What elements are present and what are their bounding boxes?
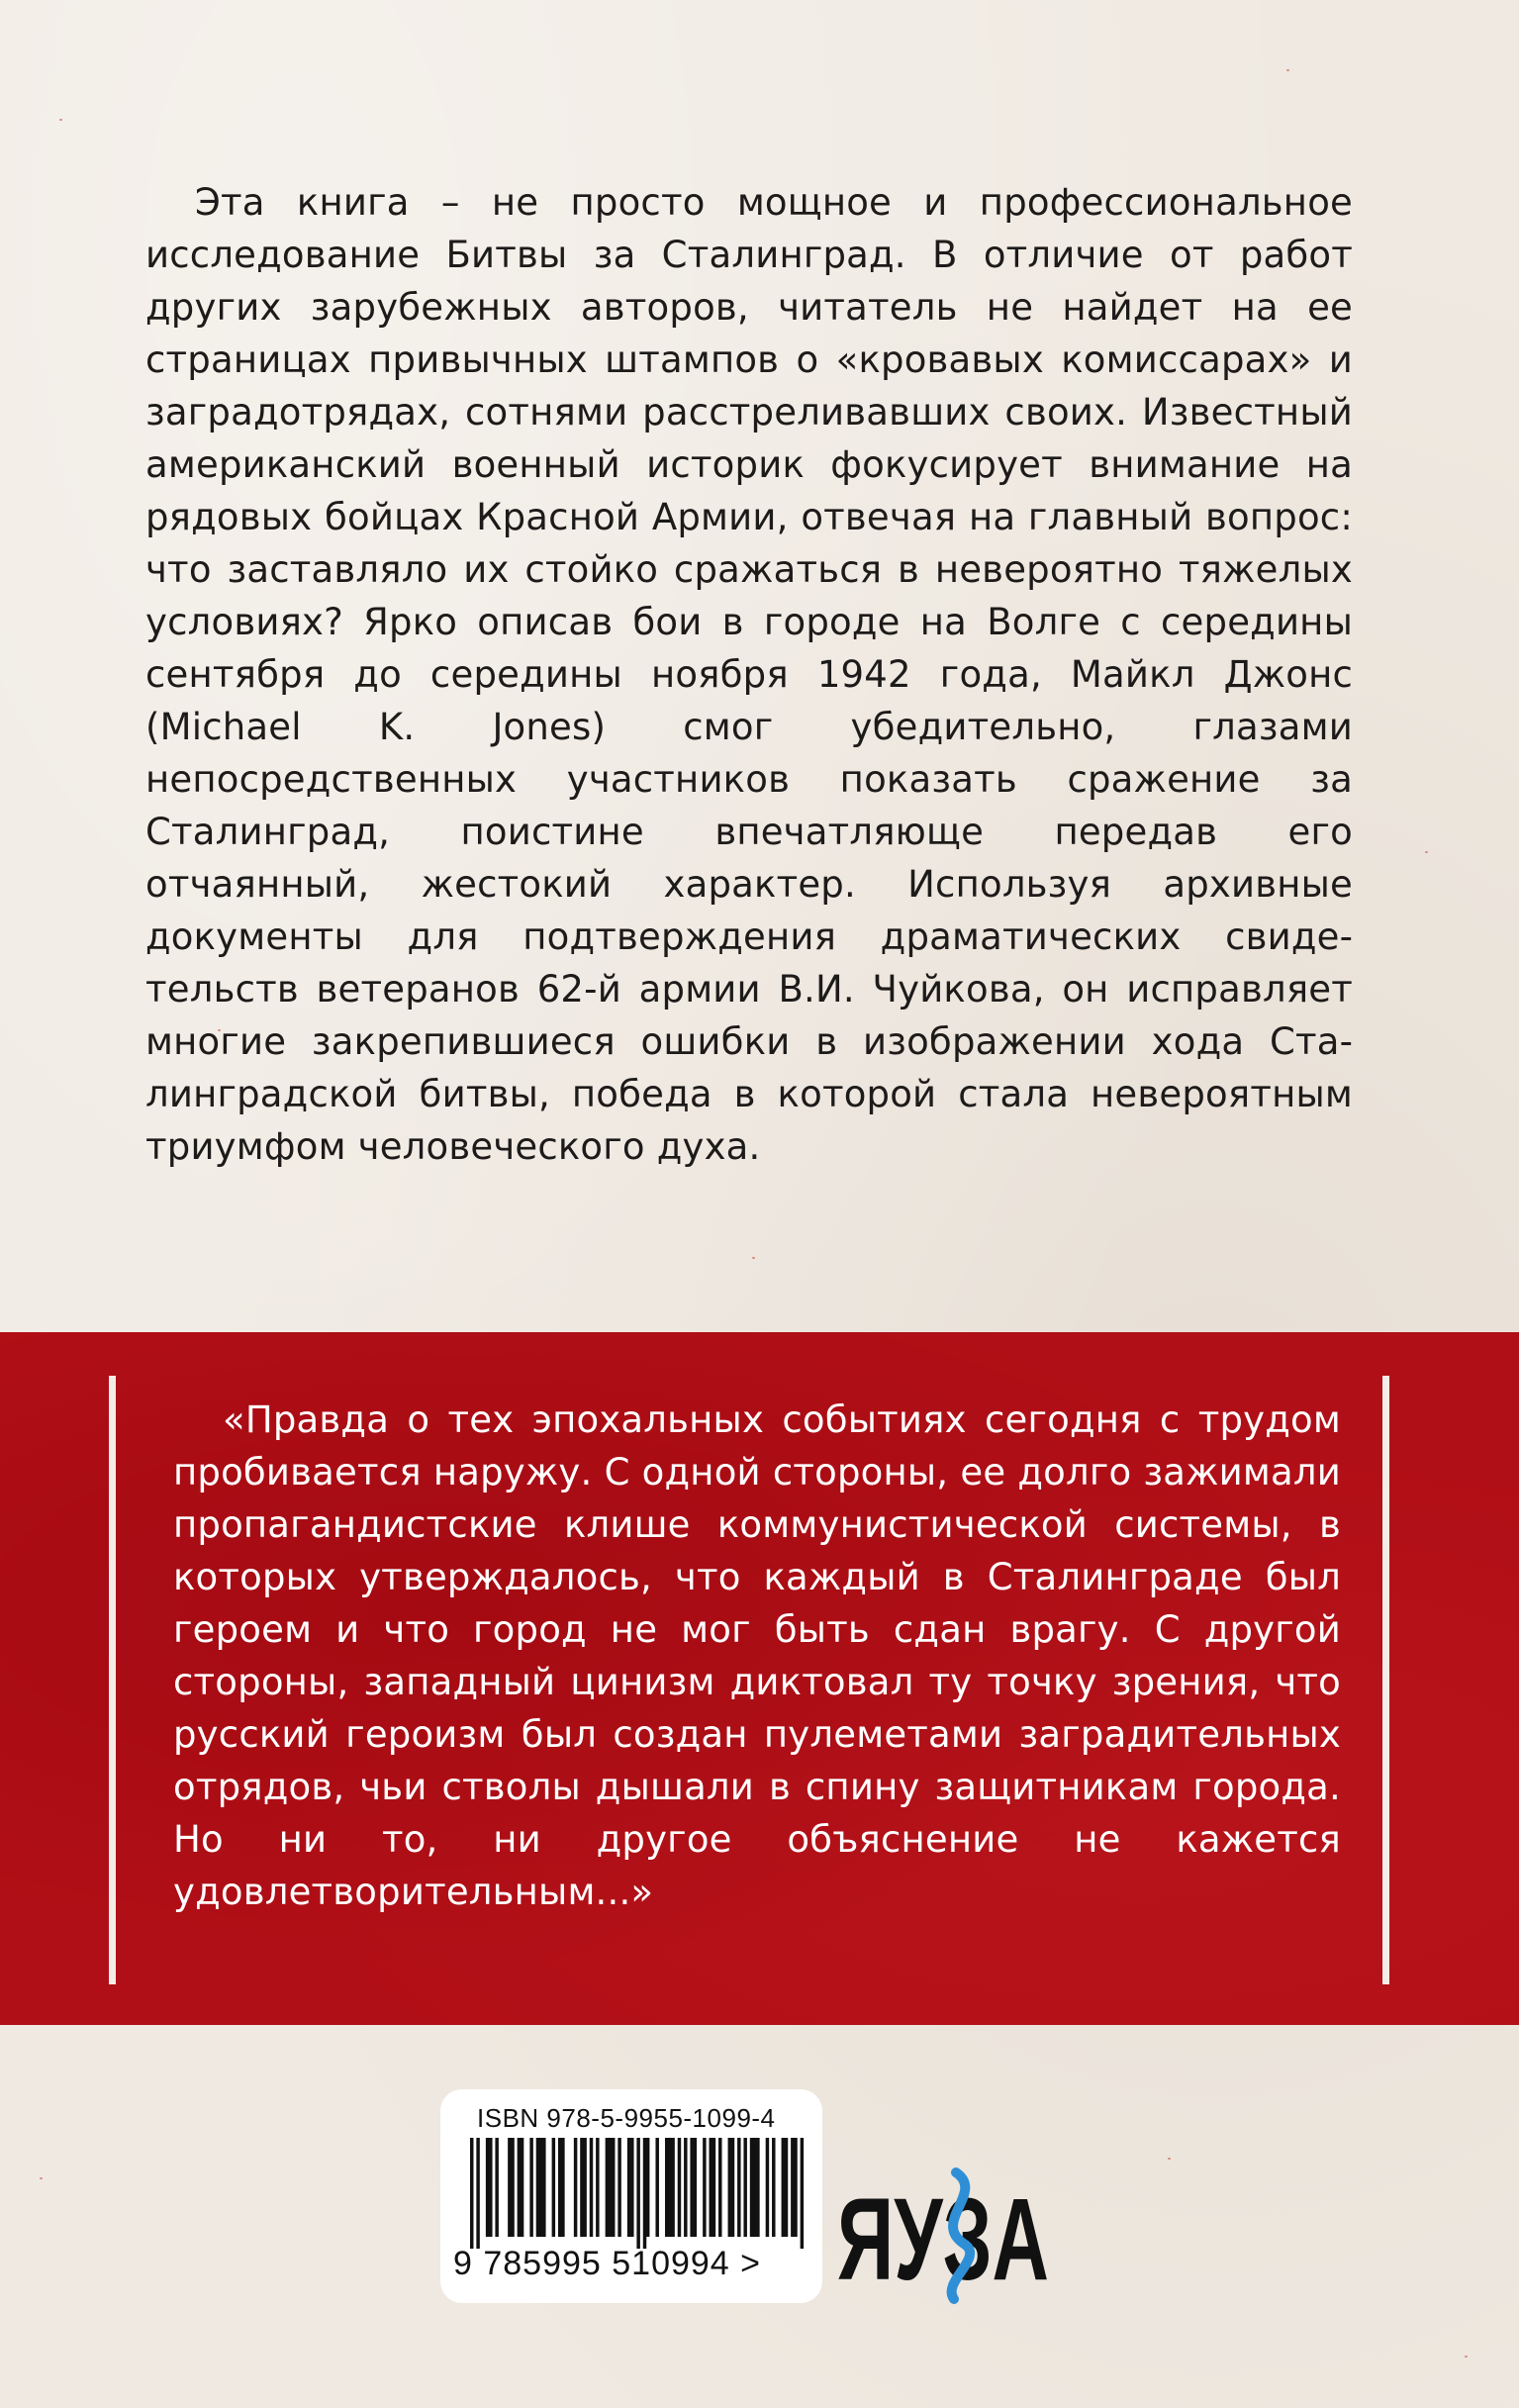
barcode-bar: [636, 2138, 639, 2249]
barcode-bar: [728, 2138, 731, 2237]
barcode-bar: [518, 2138, 521, 2237]
barcode-bar: [583, 2138, 586, 2237]
barcode-bar: [539, 2138, 542, 2237]
barcode-bar: [766, 2138, 769, 2237]
barcode-bar: [609, 2138, 612, 2237]
barcode-bar: [671, 2138, 674, 2237]
barcode-bar: [612, 2138, 615, 2237]
barcode-bar: [580, 2138, 583, 2237]
barcode-bar: [694, 2138, 697, 2237]
barcode-digits: 9 785995 510994 >: [453, 2245, 762, 2282]
barcode-bar: [743, 2138, 746, 2237]
barcode-bar: [753, 2138, 756, 2237]
barcode-bar: [678, 2138, 681, 2237]
barcode-bar: [552, 2138, 555, 2237]
barcode-bar: [630, 2138, 633, 2237]
barcode-bar: [684, 2138, 687, 2237]
barcode-bar: [794, 2138, 797, 2237]
barcode-bar: [690, 2138, 693, 2237]
barcode-bar: [627, 2138, 630, 2237]
paper-fleck: [1286, 69, 1289, 71]
paper-fleck: [1425, 851, 1428, 853]
barcode-bar: [489, 2138, 492, 2237]
barcode-bar: [486, 2138, 489, 2237]
quote-text: «Правда о тех эпохальных событиях сегодня с трудом пробивается наружу. С одной стороны, ее долго зажимали пропагандистские клише коммунистической системы, в которых утверждалось, что каждый в Сталинграде был героем и что город не мог быть сдан врагу. С другой стороны, западный цинизм диктовал ту точку зрения, что русский героизм был создан пулеметами заградительных отрядов, чьи стволы дышали в спину защитникам города. Но ни то, ни другое объяснение не кажется удовлетворительным...»: [173, 1398, 1341, 1913]
paper-fleck: [1465, 2356, 1468, 2358]
publisher-logo: [837, 2133, 1055, 2305]
barcode-bar: [731, 2138, 734, 2237]
publisher-logo-text: ЯУЗА: [837, 2174, 1049, 2305]
barcode-bar: [710, 2138, 712, 2237]
barcode-bar: [511, 2138, 514, 2237]
barcode-bar: [643, 2138, 646, 2249]
isbn-label: ISBN 978-5-9955-1099-4: [477, 2103, 776, 2133]
barcode-bar: [558, 2138, 561, 2237]
paper-fleck: [40, 2177, 43, 2179]
barcode-bar: [737, 2138, 740, 2237]
paper-fleck: [1168, 2158, 1171, 2160]
barcode-bar: [750, 2138, 753, 2237]
barcode-bar: [574, 2138, 577, 2237]
barcode-bar: [782, 2138, 785, 2237]
barcode-bar: [703, 2138, 706, 2237]
barcode-bar: [718, 2138, 721, 2237]
barcode-bar: [665, 2138, 668, 2237]
barcode-bar: [508, 2138, 511, 2237]
barcode-bar: [785, 2138, 788, 2237]
barcode-bar: [536, 2138, 539, 2237]
barcode-image: [470, 2138, 807, 2249]
barcode-bar: [476, 2138, 479, 2249]
barcode-bar: [801, 2138, 804, 2249]
paper-fleck: [752, 1257, 755, 1259]
barcode-bar: [756, 2138, 759, 2237]
barcode-bar: [470, 2138, 473, 2249]
barcode-bar: [561, 2138, 564, 2237]
quote-rule-left: [109, 1376, 116, 1984]
barcode-bar: [772, 2138, 775, 2237]
barcode-bar: [590, 2138, 593, 2237]
barcode-bar: [529, 2138, 532, 2237]
barcode-bar: [712, 2138, 715, 2237]
quote-rule-right: [1382, 1376, 1389, 1984]
barcode-bar: [521, 2138, 523, 2237]
barcode-bar: [668, 2138, 671, 2237]
barcode-bar: [655, 2138, 658, 2237]
barcode-bar: [542, 2138, 545, 2237]
barcode-bar: [606, 2138, 609, 2237]
barcode-bar: [596, 2138, 599, 2237]
barcode-bar: [646, 2138, 649, 2237]
barcode-bar: [495, 2138, 498, 2237]
annotation-paragraph: Эта книга – не просто мощное и профессиональное исследование Битвы за Сталинград. В отличие от работ других зарубежных авторов, читатель не найдет на ее страницах привычных штампов о «кровавых комиссарах» и заградотрядах, сотнями расстреливавших своих. Известный американский военный историк фокусирует внимание на рядовых бойцах Красной Армии, отвечая на главный вопрос: что заставляло их стойко сражаться в невероятно тяжелых условиях? Ярко описав бои в городе на Волге с середины сентября до середины ноября 1942 года, Майкл Джонс (Michael K. Jones) смог убедительно, глазами непосредственных участников показать сражение за Сталинград, поистине впечатляюще передав его отчаянный, жестокий характер. Используя архивные документы для подтверждения драматических свидетельств ветеранов 62-й армии В.И. Чуйкова, он исправляет многие закрепившиеся ошибки в изображении хода Сталинградской битвы, победа в которой стала невероятным триумфом человеческого духа.: [145, 181, 1353, 1168]
paper-fleck: [59, 119, 62, 121]
barcode-bar: [791, 2138, 794, 2237]
barcode-bar: [617, 2138, 620, 2237]
